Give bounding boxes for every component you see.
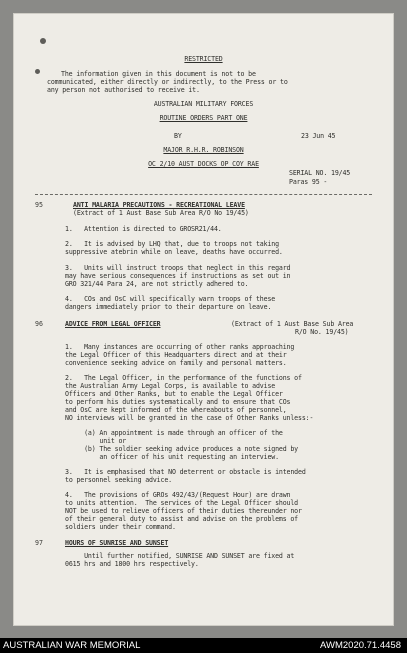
punch-hole xyxy=(40,38,46,44)
section-number: 95 xyxy=(35,201,43,209)
org-name: AUSTRALIAN MILITARY FORCES xyxy=(153,100,254,108)
paragraph-line: 1. Attention is directed to GROSR21/44. xyxy=(65,225,222,233)
notice-line: any person not authorised to receive it. xyxy=(47,86,200,94)
paragraph-line: soldiers under their command. xyxy=(65,523,176,531)
paragraph-line: 1. Many instances are occurring of other ranks approaching xyxy=(65,343,295,351)
paras-range: Paras 95 - xyxy=(289,178,328,186)
paragraph-line: (b) The soldier seeking advice produces a note signed by xyxy=(65,445,299,453)
section-reference: (Extract of 1 Aust Base Sub Area xyxy=(231,320,354,328)
paragraph-line: to personnel seeking advice. xyxy=(65,476,172,484)
paragraph-line: (a) An appointment is made through an officer of the xyxy=(65,429,283,437)
paragraph-line: 2. It is advised by LHQ that, due to troops not taking xyxy=(65,240,279,248)
paragraph-line: Officers and Other Ranks, but to enable the Legal Officer xyxy=(65,390,283,398)
paragraph-line: dangers immediately prior to their departure on leave. xyxy=(65,303,272,311)
paragraph-line: 3. It is emphasised that NO deterrent or obstacle is intended xyxy=(65,468,306,476)
paragraph-line: 4. COs and OsC will specifically warn troops of these xyxy=(65,295,276,303)
by-label: BY xyxy=(174,132,182,140)
section-heading: HOURS OF SUNRISE AND SUNSET xyxy=(65,539,169,547)
restricted-heading: RESTRICTED xyxy=(184,55,223,63)
section-reference: R/O No. 19/45) xyxy=(295,328,349,336)
paragraph-line: the Australian Army Legal Corps, is available to advise xyxy=(65,382,276,390)
paragraph-line: 0615 hrs and 1800 hrs respectively. xyxy=(65,560,199,568)
paragraph-line: 4. The provisions of GROs 492/43/(Request Hour) are drawn xyxy=(65,491,291,499)
paragraph-line: 3. Units will instruct troops that neglect in this regard xyxy=(65,264,291,272)
unit-name: OC 2/10 AUST DOCKS OP COY RAE xyxy=(148,160,259,168)
issuing-officer: MAJOR R.H.R. ROBINSON xyxy=(163,146,244,154)
section-number: 96 xyxy=(35,320,43,328)
document-title: ROUTINE ORDERS PART ONE xyxy=(159,114,248,122)
section-divider xyxy=(35,194,372,195)
paragraph-line: NO interviews will be granted in the case of Other Ranks unless:- xyxy=(65,414,314,422)
document-date: 23 Jun 45 xyxy=(301,132,336,140)
paragraph-line: unit or xyxy=(65,437,127,445)
paragraph-line: may have serious consequences if instructions as set out in xyxy=(65,272,291,280)
section-heading: ANTI MALARIA PRECAUTIONS - RECREATIONAL LEAVE xyxy=(73,201,245,209)
paragraph-line: an officer of his unit requesting an interview. xyxy=(65,453,279,461)
serial-number: SERIAL NO. 19/45 xyxy=(289,169,351,177)
notice-line: communicated, either directly or indirectly, to the Press or to xyxy=(47,78,288,86)
paragraph-line: the Legal Officer of this Headquarters direct and at their xyxy=(65,351,287,359)
paragraph-line: to perform his duties systematically and to ensure that COs xyxy=(65,398,291,406)
paragraph-line: NOT be used to relieve officers of their duties thereunder nor xyxy=(65,507,302,515)
paragraph-line: suppressive atebrin while on leave, deaths have occurred. xyxy=(65,248,283,256)
document-page xyxy=(13,13,394,626)
punch-hole xyxy=(35,69,40,74)
source-label: AUSTRALIAN WAR MEMORIAL xyxy=(3,640,141,651)
accession-number: AWM2020.71.4458 xyxy=(320,640,401,651)
notice-line: The information given in this document is not to be xyxy=(61,70,256,78)
section-reference: (Extract of 1 Aust Base Sub Area R/O No 19/45) xyxy=(73,209,249,217)
paragraph-line: GRO 321/44 Para 24, are not strictly adhered to. xyxy=(65,280,249,288)
section-heading: ADVICE FROM LEGAL OFFICER xyxy=(65,320,161,328)
paragraph-line: and OsC are kept informed of the whereabouts of personnel, xyxy=(65,406,287,414)
section-number: 97 xyxy=(35,539,43,547)
paragraph-line: Until further notified, SUNRISE AND SUNSET are fixed at xyxy=(65,552,295,560)
paragraph-line: to units attention. The services of the Legal Officer should xyxy=(65,499,299,507)
paragraph-line: 2. The Legal Officer, in the performance of the functions of xyxy=(65,374,302,382)
paragraph-line: of their general duty to assist and advise on the problems of xyxy=(65,515,299,523)
paragraph-line: convenience seeking advice on family and personal matters. xyxy=(65,359,287,367)
footer-bar xyxy=(0,638,407,653)
